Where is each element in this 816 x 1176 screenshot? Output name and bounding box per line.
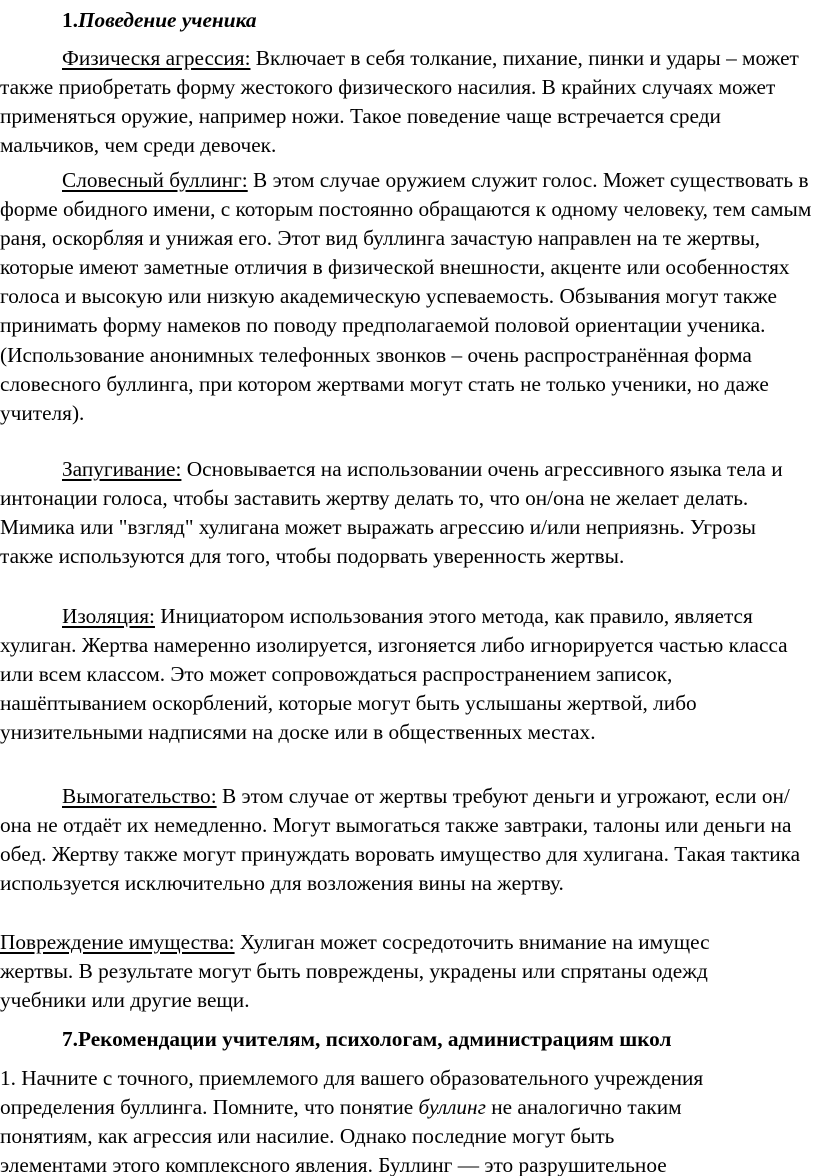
section-7-heading: 7.Рекомендации учителям, психологам, администрациям школ (62, 1027, 672, 1051)
paragraph-property-damage-line-2 (0, 957, 708, 986)
term-extortion: Вымогательство: (62, 784, 217, 808)
text-property-damage-2: жертвы. В результате могут быть повреждены, украдены или спрятаны одежд (0, 959, 708, 983)
text-intimidation: Основывается на использовании очень агрессивного языка тела и интонации голоса, чтобы заставить жертву делать то, что он/она не желает делать. Мимика или "взгляд" хулигана может выражать агрессию и/или неприязнь. Угрозы также используются для того, чтобы подорвать уверенность жертвы. (0, 457, 783, 569)
section-1-title: Поведение ученика (77, 8, 257, 32)
paragraph-intimidation (0, 455, 814, 571)
recommendation-1-line-2 (0, 1093, 682, 1122)
text-verbal-bullying: В этом случае оружием служит голос. Может существовать в форме обидного имени, с которым постоянно обращаются к одному человеку, тем самым раня, оскорбляя и унижая его. Этот вид буллинга зачастую направлен на те жертвы, которые имеют заметные отличия в физической внешности, акценте или особенностях голоса и высокую или низкую академическую успеваемость. Обзывания могут также принимать форму намеков по поводу предполагаемой половой ориентации ученика. (Использование анонимных телефонных звонков – очень распространённая форма словесного буллинга, при котором жертвами могут стать не только ученики, но даже учителя). (0, 168, 812, 425)
recommendation-1-line-2-a: определения буллинга. Помните, что понятие (0, 1095, 419, 1119)
paragraph-property-damage-line-1 (0, 928, 710, 957)
paragraph-extortion (0, 782, 814, 898)
text-physical-aggression: Включает в себя толкание, пихание, пинки и удары – может также приобретать форму жестокого физического насилия. В крайних случаях может применяться оружие, например ножи. Такое поведение чаще встречается среди мальчиков, чем среди девочек. (0, 46, 799, 158)
section-1-heading (62, 6, 257, 35)
recommendation-1-line-2-b: не аналогично таким (485, 1095, 682, 1119)
recommendation-1-line-3: понятиям, как агрессия или насилие. Однако последние могут быть (0, 1124, 615, 1148)
text-extortion: В этом случае от жертвы требуют деньги и угрожают, если он/она не отдаёт их немедленно. Могут вымогаться также завтраки, талоны или деньги на обед. Жертву также могут принуждать воровать имущество для хулигана. Такая тактика используется исключительно для возложения вины на жертву. (0, 784, 801, 896)
term-verbal-bullying: Словесный буллинг: (62, 168, 248, 192)
paragraph-verbal-bullying (0, 166, 814, 428)
paragraph-property-damage-line-3 (0, 986, 250, 1015)
term-physical-aggression: Физическя агрессия: (62, 46, 251, 70)
term-intimidation: Запугивание: (62, 457, 182, 481)
term-property-damage: Повреждение имущества: (0, 930, 235, 954)
text-property-damage-1: Хулиган может сосредоточить внимание на имущес (234, 930, 710, 954)
recommendation-1-line-4: элементами этого комплексного явления. Буллинг — это разрушительное (0, 1153, 667, 1176)
text-property-damage-3: учебники или другие вещи. (0, 988, 250, 1012)
text-isolation: Инициатором использования этого метода, как правило, является хулиган. Жертва намеренно изолируется, изгоняется либо игнорируется частью класса или всем классом. Это может сопровождаться распространением записок, нашёптыванием оскорблений, которые могут быть услышаны жертвой, либо унизительными надписями на доске или в общественных местах. (0, 604, 788, 745)
paragraph-isolation (0, 602, 814, 747)
recommendation-1-line-1: 1. Начните с точного, приемлемого для вашего образовательного учреждения (0, 1066, 704, 1090)
paragraph-physical-aggression (0, 44, 814, 160)
section-1-number: 1. (62, 8, 78, 32)
term-bullying-italic: буллинг (418, 1095, 486, 1119)
term-isolation: Изоляция: (62, 604, 155, 628)
